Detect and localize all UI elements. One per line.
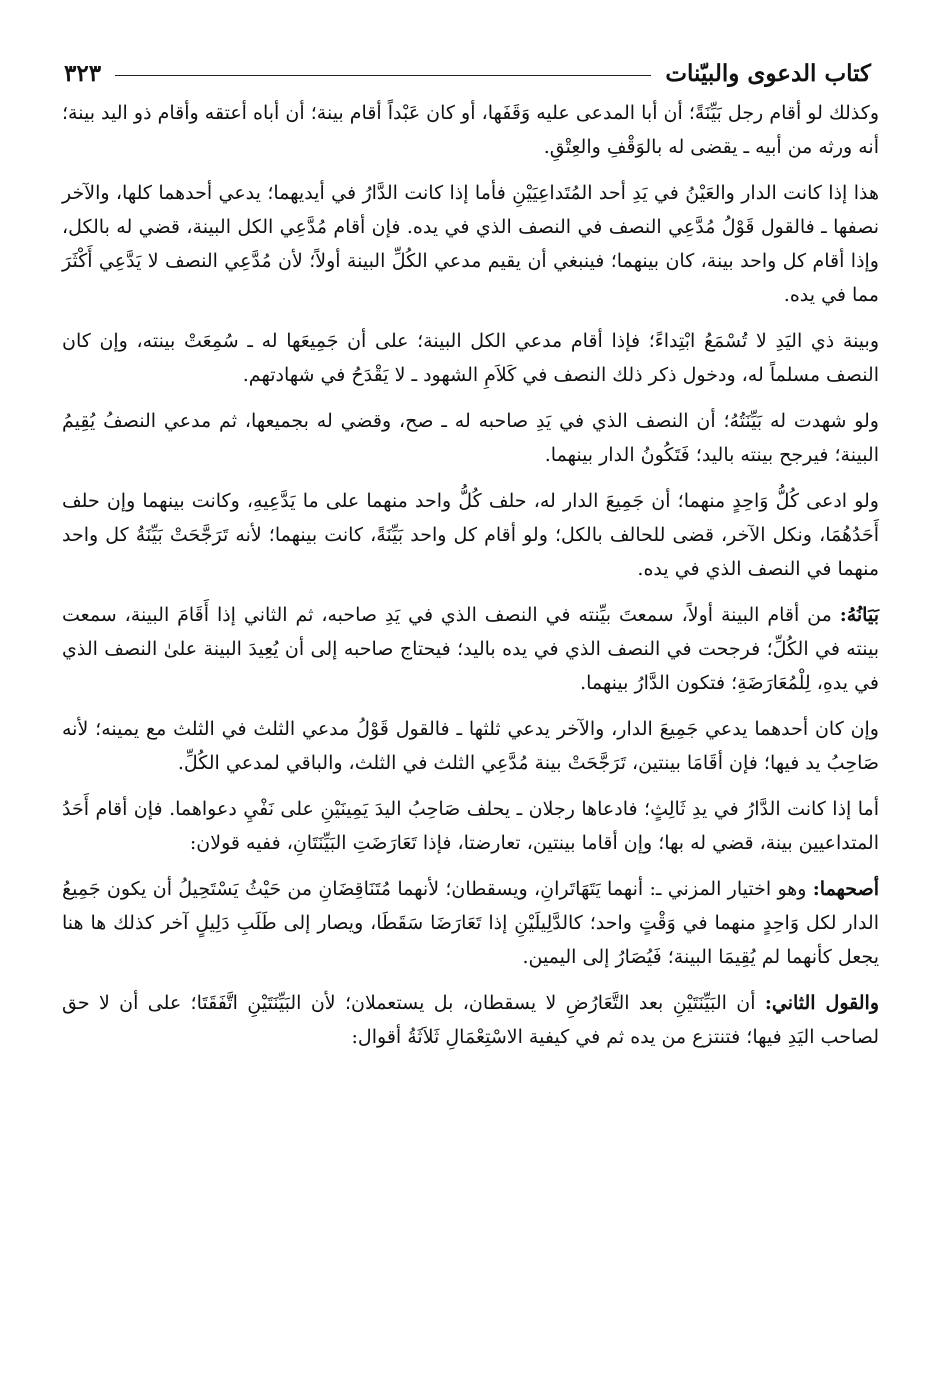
paragraph-10 [62,986,879,1054]
paragraph-text: هذا إذا كانت الدار والعَيْنُ في يَدِ أحد المُتَداعِيَيْنِ فأما إذا كانت الدَّارُ في أيديهما؛ يدعي أحدهما كلها، والآخر نصفها ـ فالقول قَوْلُ مُدَّعِي النصف في النصف الذي في يده. فإن أقام مُدَّعِي الكل البينة، قضي له بالكل، وإذا أقام كل واحد بينة، كان بينهما؛ فينبغي أن يقيم مدعي الكُلِّ البينة أولاً؛ لأن مُدَّعِي النصف لا يَدَّعِي أَكْثَرَ مما في يده. [62,182,879,306]
paragraph-9 [62,872,879,974]
paragraph-6 [62,598,879,700]
paragraph-5 [62,484,879,586]
paragraph-3 [62,324,879,392]
paragraph-text: وبينة ذي اليَدِ لا تُسْمَعُ ابْتِداءً؛ فإذا أقام مدعي الكل البينة؛ على أن جَمِيعَها له ـ سُمِعَتْ بينته، وإن كان النصف مسلماً له، ودخول ذكر ذلك النصف في كَلاَمِ الشهود ـ لا يَقْدَحُ في شهادتهم. [62,330,879,386]
paragraph-text: ولو شهدت له بَيِّنَتُهُ؛ أن النصف الذي في يَدِ صاحبه له ـ صح، وقضي له بجميعها، ثم مدعي النصفُ يُقِيمُ البينة؛ فيرجح بينته باليد؛ فَتَكُونُ الدار بينهما. [62,410,879,466]
paragraph-text: أن البَيِّنَتَيْنِ بعد التَّعَارُضِ لا يسقطان، بل يستعملان؛ لأن البَيِّنَتَيْنِ اتَّفَقَتَا؛ على أن لا حق لصاحب اليَدِ فيها؛ فتنتزع من يده ثم في كيفية الاسْتِعْمَالِ ثَلاَثَةُ أقوال: [62,992,879,1048]
paragraph-lead-term: أصحهما: [812,878,879,900]
paragraph-text: وإن كان أحدهما يدعي جَمِيعَ الدار، والآخر يدعي ثلثها ـ فالقول قَوْلُ مدعي الثلث في الثلث مع يمينه؛ لأنه صَاحِبُ يد فيها؛ فإن أقَامَا بينتين، تَرَجَّحَتْ بينة مُدَّعِي الثلث في الثلث، والباقي لمدعي الكُلِّ. [62,718,879,774]
paragraph-7 [62,712,879,780]
paragraph-lead-term: بَيَانُهُ: [839,604,879,626]
page-number: ٣٢٣ [64,59,102,87]
page-body [62,96,879,1066]
chapter-title: كتاب الدعوى والبيّنات [665,59,871,87]
paragraph-text: وكذلك لو أقام رجل بَيِّنَةً؛ أن أبا المدعى عليه وَقَفَها، أو كان عَبْداً أقام بينة؛ أن أباه أعتقه وأقام ذو اليد بينة؛ أنه ورثه من أبيه ـ يقضى له بالوَقْفِ والعِتْقِ. [62,102,879,158]
paragraph-text: وهو اختيار المزني ـ: أنهما يَتَهَاتَرانِ، ويسقطان؛ لأنهما مُتَنَاقِضَانِ من حَيْثُ يَسْتَحِيلُ أن يكون جَمِيعُ الدار لكل وَاحِدٍ منهما في وَقْتٍ واحد؛ كالدَّلِيلَيْنِ إذا تَعَارَضَا سَقَطَا، ويصار إلى طَلَبِ دَلِيلٍ آخر كذلك ها هنا يجعل كأنهما لم يُقِيمَا البينة؛ فَيُصَارُ إلى اليمين. [62,878,879,968]
paragraph-1 [62,96,879,164]
running-header [64,56,871,90]
paragraph-text: ولو ادعى كُلُّ وَاحِدٍ منهما؛ أن جَمِيعَ الدار له، حلف كُلُّ واحد منهما على ما يَدَّعِيهِ، وكانت بينهما وإن حلف أَحَدُهُمَا، ونكل الآخر، قضى للحالف بالكل؛ ولو أقام كل واحد بَيِّنَةً، كانت بينهما؛ لأنه تَرَجَّحَتْ بَيِّنَةُ كل واحد منهما في النصف الذي في يده. [62,490,879,580]
paragraph-2 [62,176,879,312]
paragraph-text: أما إذا كانت الدَّارُ في يدِ ثَالِثٍ؛ فادعاها رجلان ـ يحلف صَاحِبُ اليدَ يَمِينَيْنِ على نَفْيِ دعواهما. فإن أقام أَحَدُ المتداعيين بينة، قضي له بها؛ وإن أقاما بينتين، تعارضتا، فإذا تَعَارَضَتِ البَيِّنَتَانِ، ففيه قولان: [62,798,879,854]
paragraph-4 [62,404,879,472]
paragraph-8 [62,792,879,860]
header-rule [115,75,651,76]
paragraph-lead-term: والقول الثاني: [764,992,879,1014]
paragraph-text: من أقام البينة أولاً، سمعتَ بيِّنته في النصف الذي في يَدِ صاحبه، ثم الثاني إذا أَقَامَ البينة، سمعت بينته في الكُلِّ؛ فرجحت في النصف الذي في يده باليد؛ فيحتاج صاحبه إلى أن يُعِيدَ البينة علىٰ النصف الذي في يدهِ، لِلْمُعَارَضَةِ؛ فتكون الدَّارُ بينهما. [62,604,879,694]
